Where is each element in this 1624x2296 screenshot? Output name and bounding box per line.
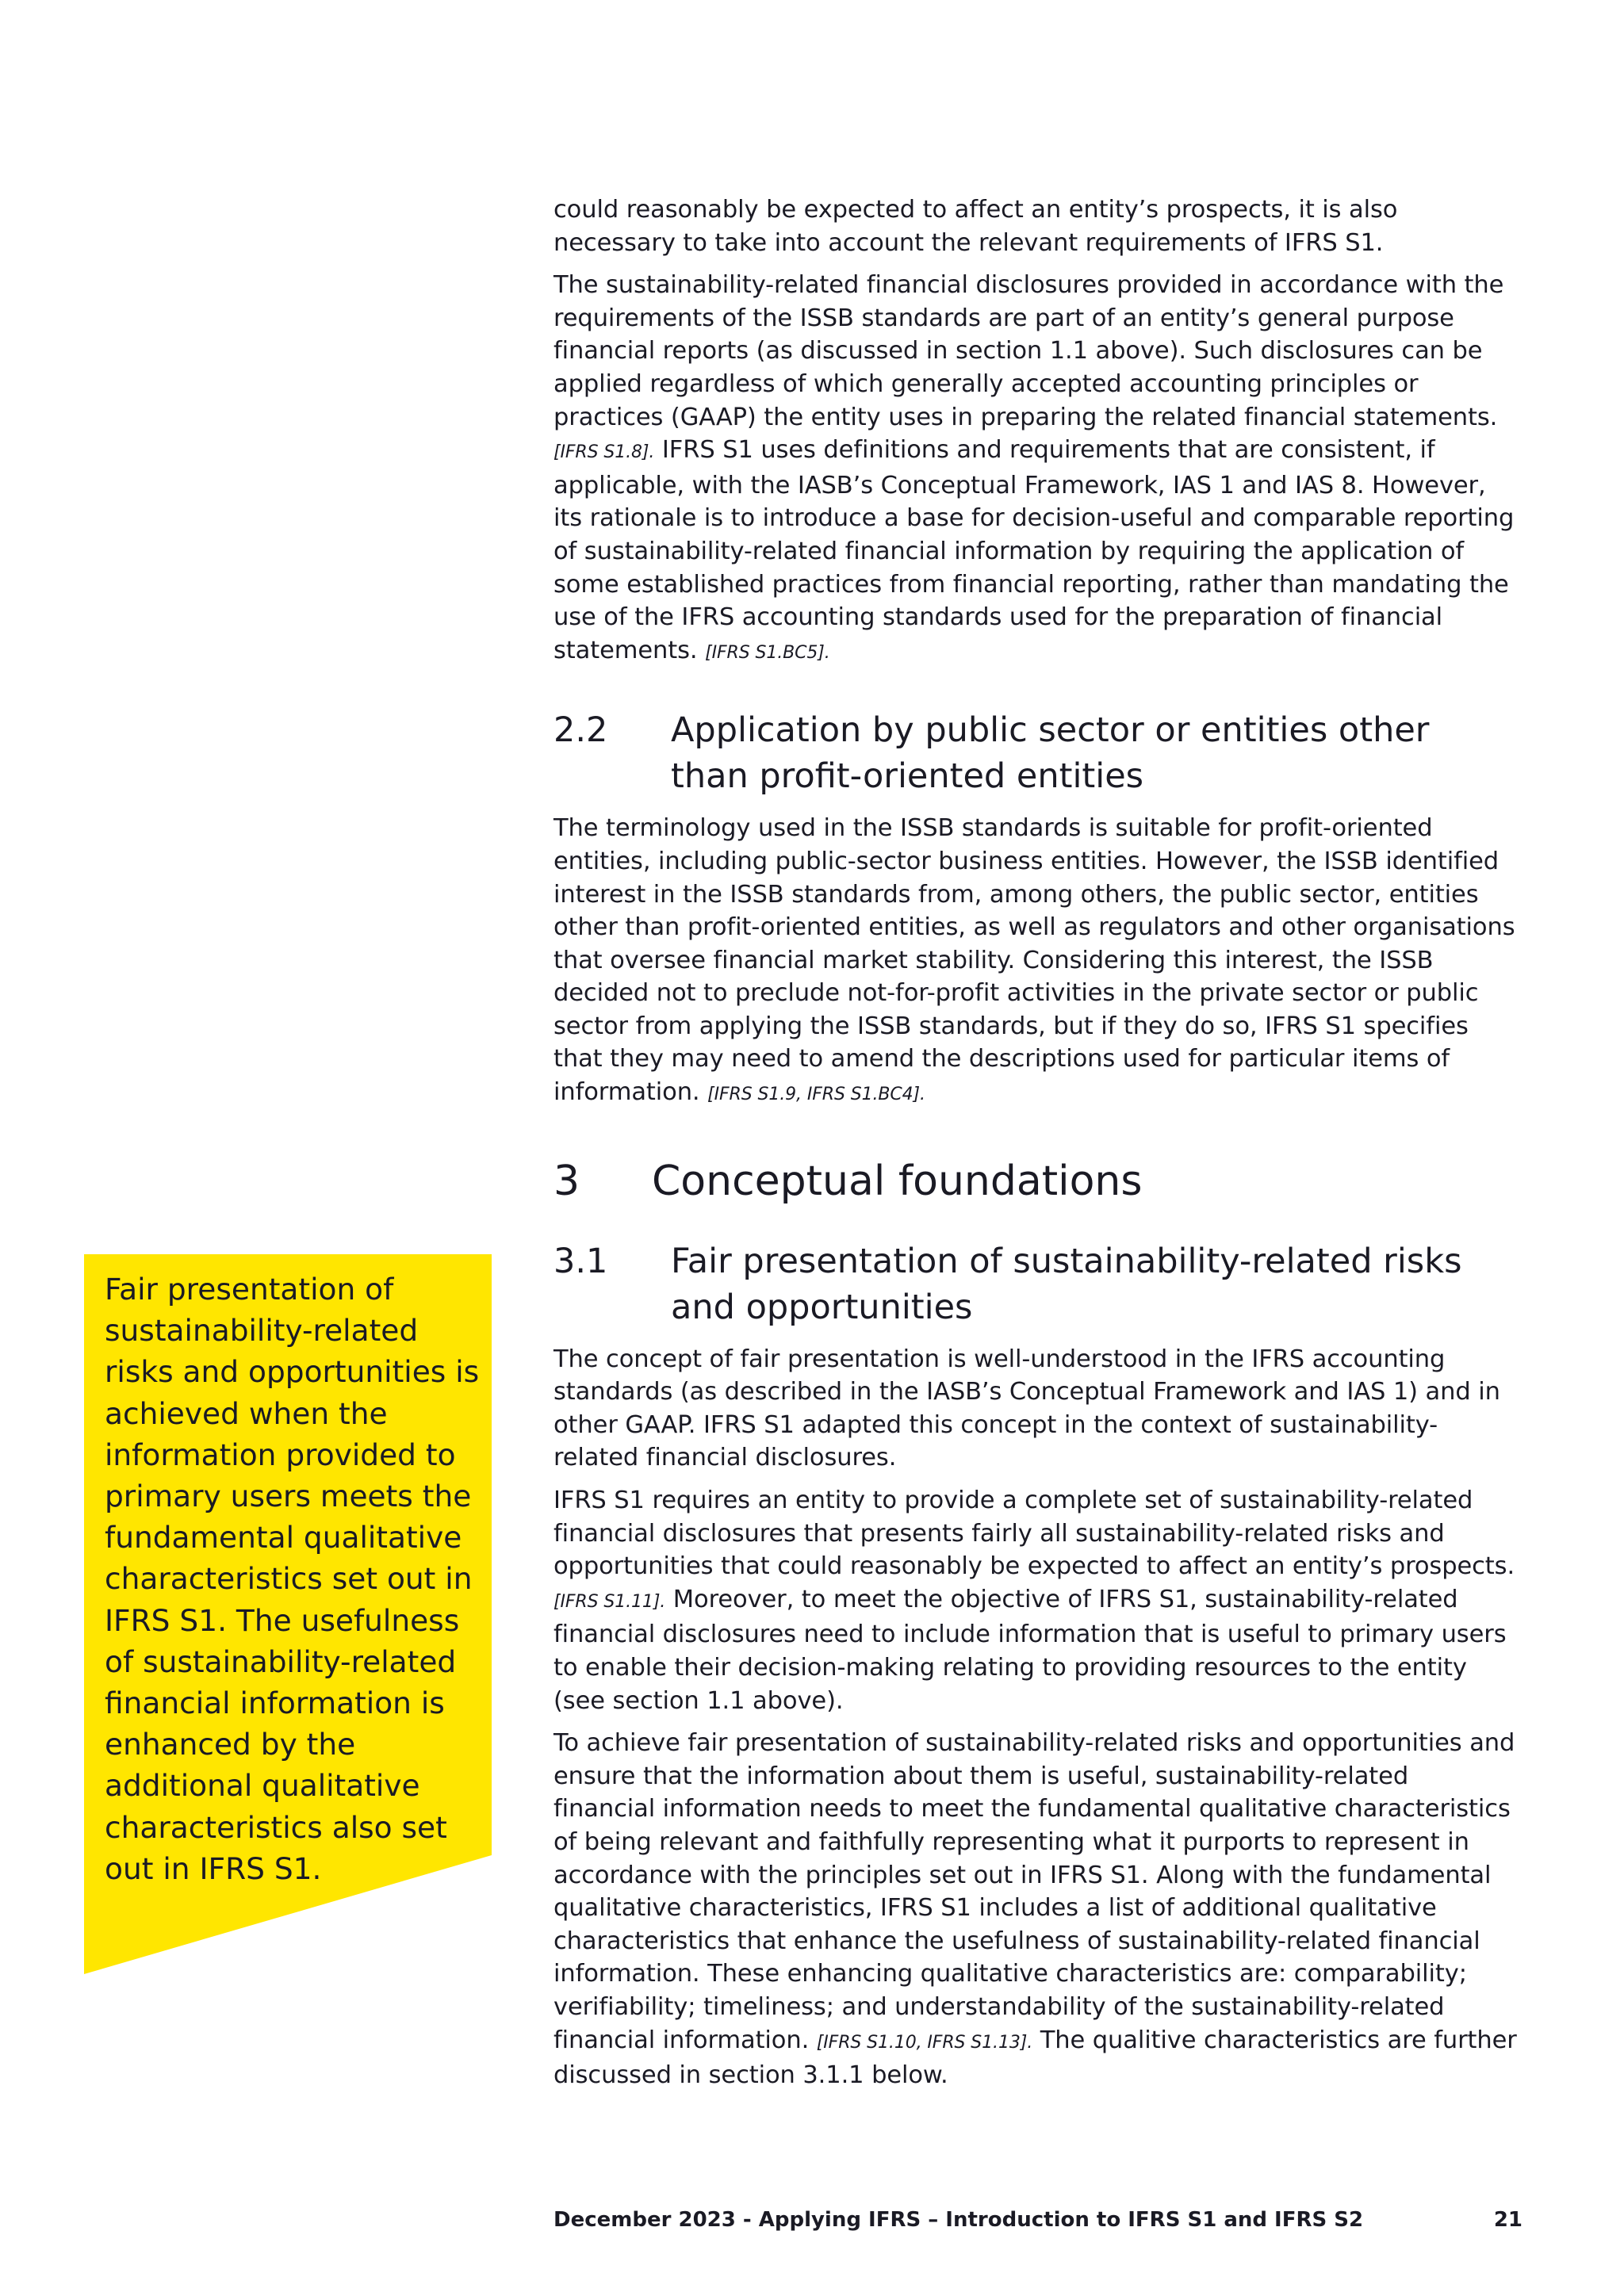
page-footer (553, 2206, 1522, 2234)
citation: [IFRS S1.10, IFRS S1.13]. (816, 2032, 1033, 2053)
paragraph (553, 269, 1517, 669)
section-heading-3 (553, 1156, 1517, 1207)
paragraph-text: could reasonably be expected to affect an entity’s prospects, it is also necessary to take into account the relevant requirements of IFRS S1. (553, 196, 1398, 257)
citation: [IFRS S1.11]. (553, 1591, 666, 1612)
paragraph-text: To achieve fair presentation of sustainability-related risks and opportunities and ensure that the information about them is useful, sustainability-related financial information needs to meet the fundamental qualitative characteristics of being relevant and faithfully representing what it purports to represent in accordance with the principles set out in IFRS S1. Along with the fundamental qualitative characteristics, IFRS S1 includes a list of additional qualitative characteristics that enhance the usefulness of sustainability-related financial information. These enhancing qualitative characteristics are: comparability; verifiability; timeliness; and understandability of the sustainability-related financial information. (553, 1729, 1515, 2054)
section-heading-2-2 (553, 707, 1517, 799)
paragraph (553, 1343, 1517, 1475)
paragraph (553, 1484, 1517, 1717)
paragraph-text: The qualitive characteristics are further discussed in section 3.1.1 below. (553, 2026, 1517, 2090)
page-number: 21 (1493, 2208, 1522, 2232)
section-title: Fair presentation of sustainability-related risks and opportunities (671, 1241, 1462, 1327)
citation: [IFRS S1.BC5]. (705, 642, 830, 663)
paragraph-text: The sustainability-related financial disclosures provided in accordance with the requirements of the ISSB standards are part of an entity’s general purpose financial reports (as discussed in section 1.1 above). Such disclosures can be applied regardless of which generally accepted accounting principles or practices (GAAP) the entity uses in preparing the related financial statements. (553, 271, 1504, 431)
paragraph (553, 193, 1517, 259)
paragraph (553, 1727, 1517, 2092)
section-number: 2.2 (553, 710, 608, 751)
citation: [IFRS S1.8]. (553, 442, 655, 463)
paragraph-text: IFRS S1 requires an entity to provide a complete set of sustainability-related financial disclosures that presents fairly all sustainability-related risks and opportunities that could reasonably be expected to affect an entity’s prospects. (553, 1487, 1515, 1581)
paragraph (553, 812, 1517, 1111)
main-content (553, 193, 1517, 2102)
paragraph-text: The terminology used in the ISSB standards is suitable for profit-oriented entities, including public-sector business entities. However, the ISSB identified interest in the ISSB standards from, among others, the public sector, entities other than profit-oriented entities, as well as regulators and other organisations that oversee financial market stability. Considering this interest, the ISSB decided not to preclude not-for-profit activities in the private sector or public sector from applying the ISSB standards, but if they do so, IFRS S1 specifies that they may need to amend the descriptions used for particular items of information. (553, 814, 1515, 1107)
section-title: Conceptual foundations (652, 1157, 1143, 1205)
paragraph-text: Moreover, to meet the objective of IFRS S1, sustainability-related financial disclosures need to include information that is useful to primary users to enable their decision-making relating to providing resources to the entity (see section 1.1 above). (553, 1585, 1507, 1715)
callout-text: Fair presentation of sustainability-related risks and opportunities is achieved when the information provided to primary users meets the fundamental qualitative characteristics set out in IFRS S1. The usefulness of sustainability-related financial information is enhanced by the additional qualitative characteristics also set out in IFRS S1. (105, 1272, 480, 1886)
footer-title: December 2023 - Applying IFRS – Introduction to IFRS S1 and IFRS S2 (553, 2208, 1364, 2232)
paragraph-text: The concept of fair presentation is well-understood in the IFRS accounting standards (as described in the IASB’s Conceptual Framework and IAS 1) and in other GAAP. IFRS S1 adapted this concept in the context of sustainability-related financial disclosures. (553, 1345, 1500, 1472)
section-number: 3 (553, 1157, 580, 1205)
paragraph-text: IFRS S1 uses definitions and requirements that are consistent, if applicable, with the IASB’s Conceptual Framework, IAS 1 and IAS 8. However, its rationale is to introduce a base for decision-useful and comparable reporting of sustainability-related financial information by requiring the application of some established practices from financial reporting, rather than mandating the use of the IFRS accounting standards used for the preparation of financial statements. (553, 436, 1515, 664)
section-number: 3.1 (553, 1241, 608, 1281)
section-title: Application by public sector or entities other than profit-oriented entities (671, 710, 1430, 797)
section-heading-3-1 (553, 1238, 1517, 1330)
callout-box (84, 1254, 492, 1974)
citation: [IFRS S1.9, IFRS S1.BC4]. (707, 1085, 925, 1105)
